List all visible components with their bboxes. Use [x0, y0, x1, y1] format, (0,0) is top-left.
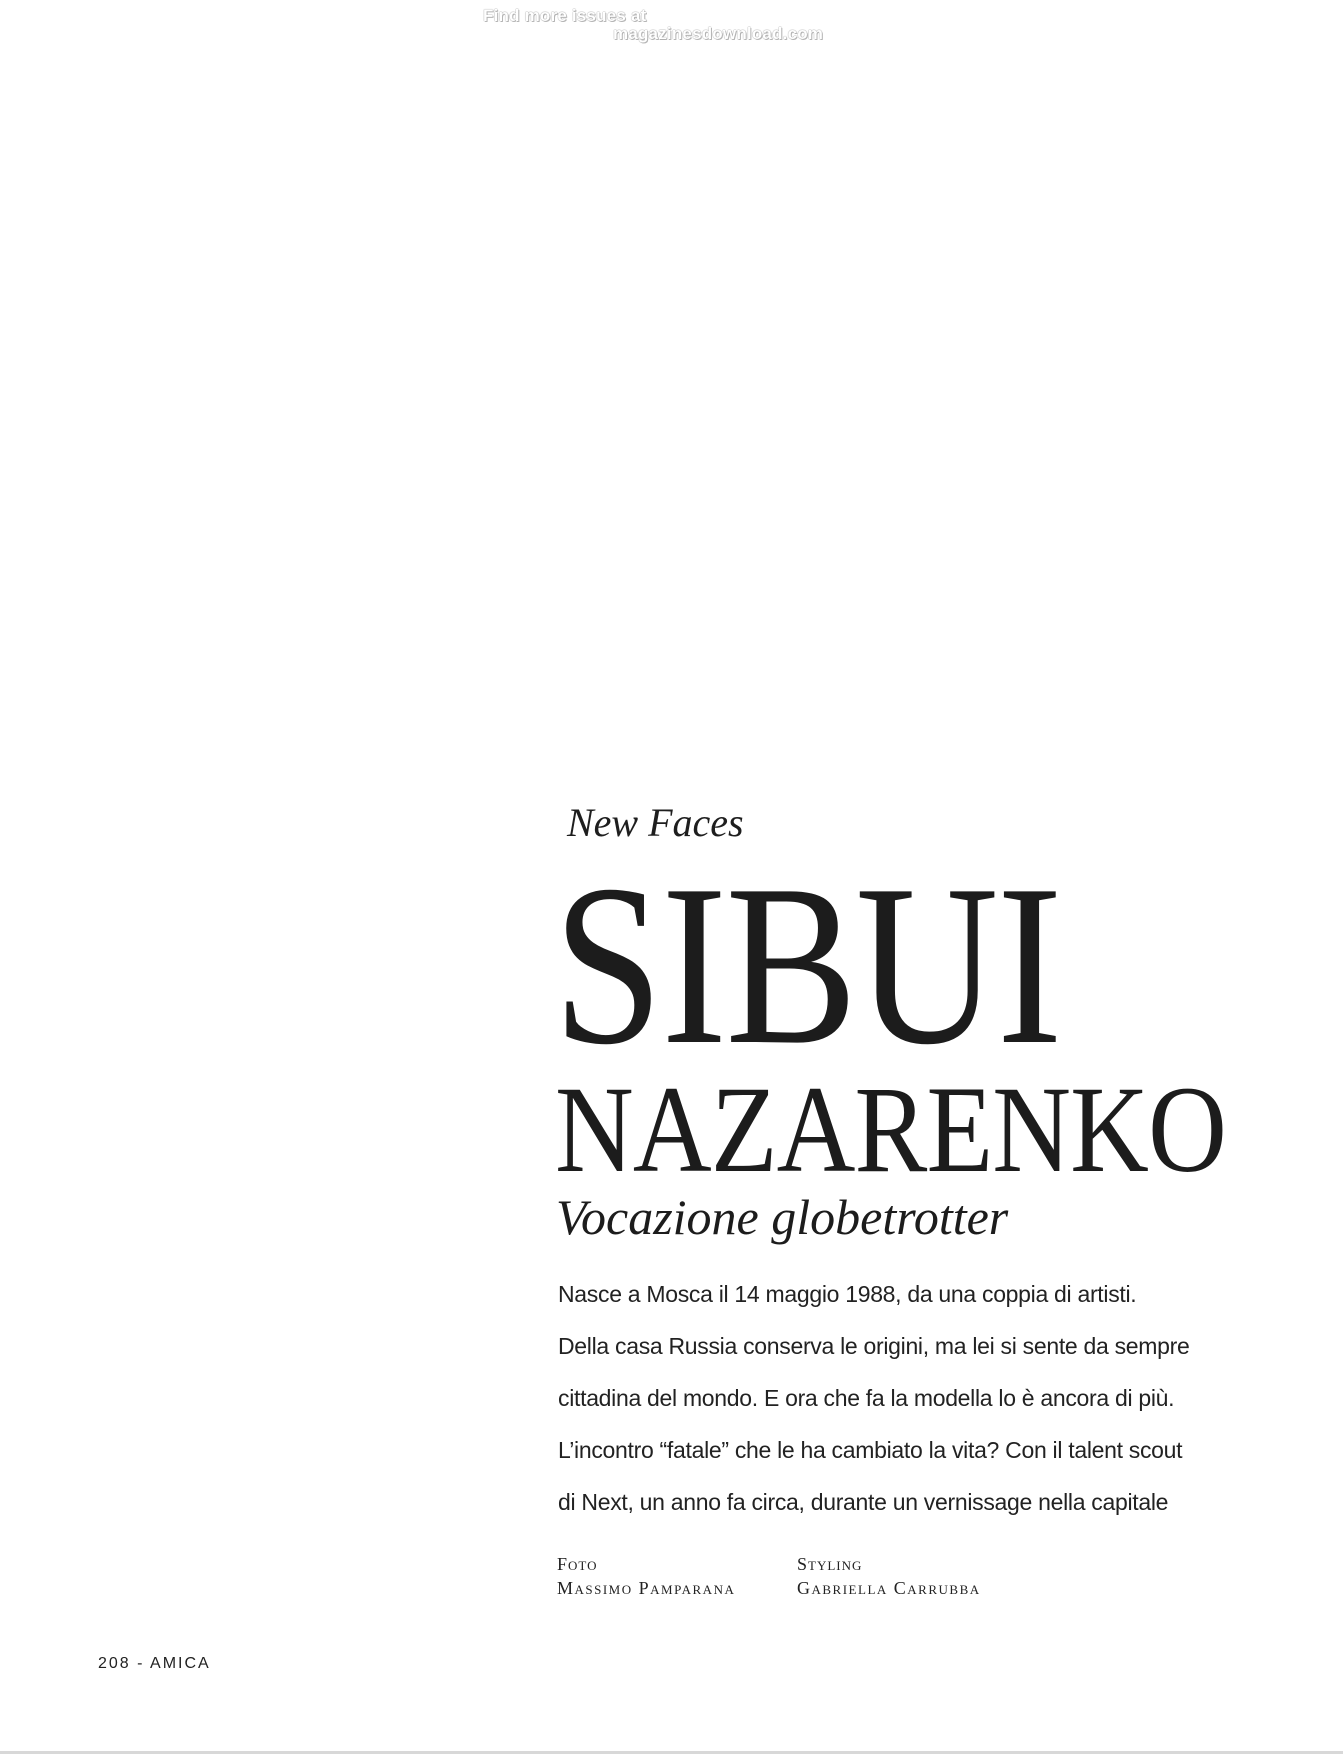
headline-last-name: NAZARENKO [555, 1061, 1226, 1198]
watermark-line-2: magazinesdownload.com [613, 24, 824, 43]
page-folio: 208 - AMICA [98, 1655, 211, 1672]
body-line: di Next, un anno fa circa, durante un vernissage nella capitale [558, 1489, 1169, 1515]
watermark [483, 6, 863, 46]
styling-credit-label: Styling [797, 1554, 863, 1574]
styling-credit [797, 1552, 981, 1600]
body-line: Nasce a Mosca il 14 maggio 1988, da una coppia di artisti. [558, 1281, 1137, 1307]
watermark-line-1: Find more issues at [483, 6, 647, 25]
section-kicker: New Faces [567, 800, 744, 845]
photo-credit-name: Massimo Pamparana [557, 1578, 736, 1598]
styling-credit-name: Gabriella Carrubba [797, 1578, 981, 1598]
photo-credit [557, 1552, 735, 1600]
body-line: Della casa Russia conserva le origini, ma lei si sente da sempre [558, 1333, 1190, 1359]
photo-credit-label: Foto [557, 1554, 598, 1574]
body-line: cittadina del mondo. E ora che fa la modella lo è ancora di più. [558, 1385, 1175, 1411]
article-subtitle: Vocazione globetrotter [556, 1189, 1009, 1245]
body-line: L’incontro “fatale” che le ha cambiato la vita? Con il talent scout [558, 1437, 1183, 1463]
headline-first-name: SIBUI [553, 837, 1061, 1092]
article-body [558, 1268, 1190, 1528]
